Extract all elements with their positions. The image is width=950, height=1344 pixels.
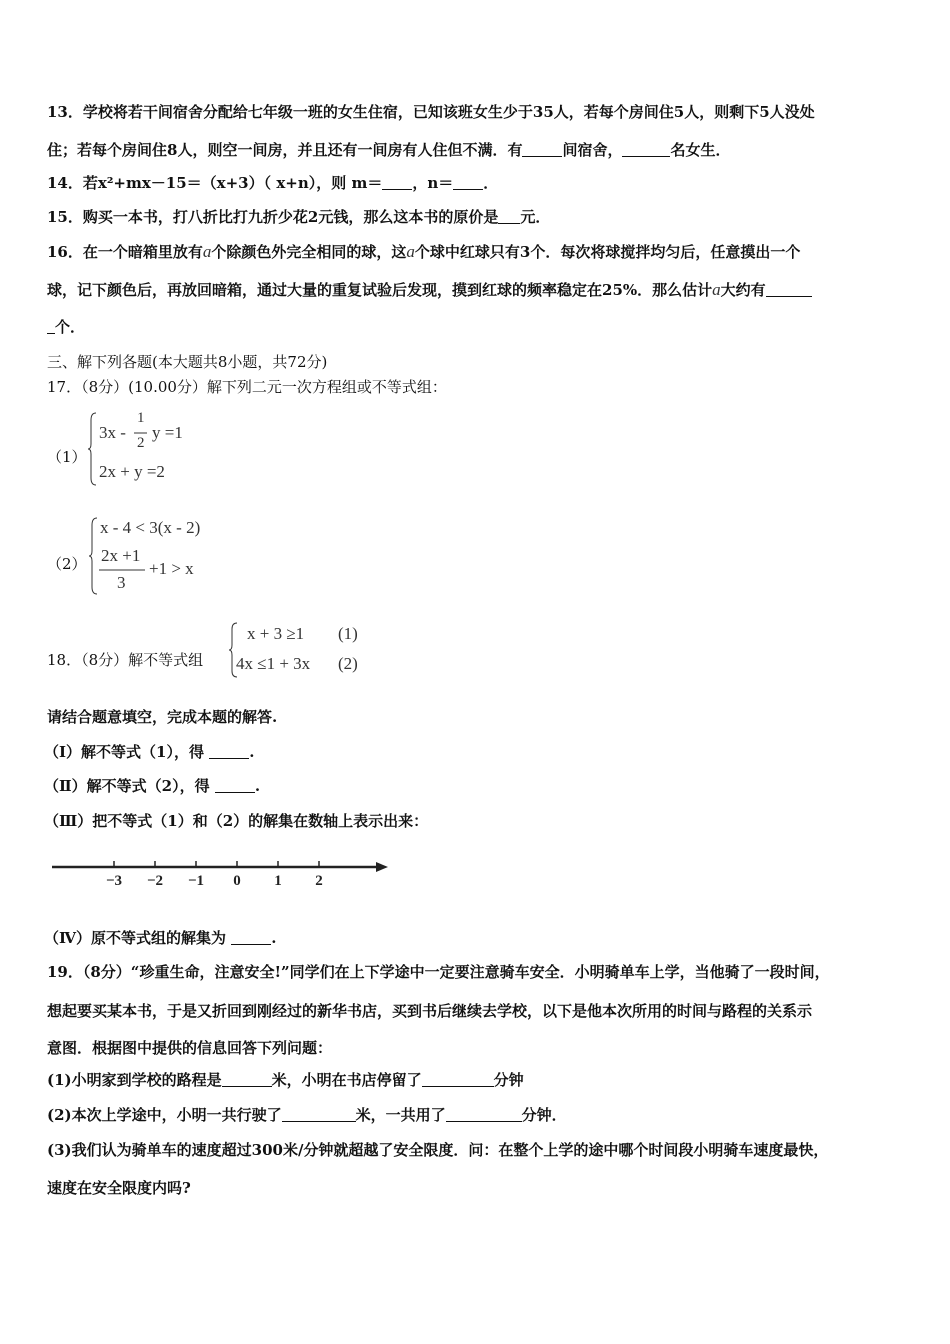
q18-instruction: 请结合题意填空，完成本题的解答.: [47, 708, 278, 726]
q17-p1-frac-num: 1: [137, 410, 145, 426]
q16-line1: [47, 242, 800, 262]
q18-step1-dot: .: [249, 743, 255, 761]
q13-line1: 13．学校将若干间宿舍分配给七年级一班的女生住宿，已知该班女生少于35人，若每个房间住5人，则剩下5人没处: [47, 103, 815, 121]
q19-sub1-b: 米，小明在书店停留了: [271, 1071, 422, 1089]
q18-step2-blank[interactable]: [215, 778, 255, 793]
q18-step2: [44, 776, 260, 796]
q19-line3: 意图．根据图中提供的信息回答下列问题：: [47, 1039, 333, 1057]
q18-step4-blank[interactable]: [231, 930, 271, 945]
q16-var-a-3: a: [712, 280, 721, 299]
q15-line: [47, 207, 550, 227]
q17-p1-frac-den: 2: [137, 435, 145, 451]
q19-line2: 想起要买某本书，于是又折回到刚经过的新华书店，买到书后继续去学校，以下是他本次所用的时间与路程的关系示: [47, 1002, 813, 1020]
q14-end: ．: [483, 174, 499, 192]
q19-blank-total-time[interactable]: [446, 1107, 522, 1122]
q17-p2-frac-num: 2x +1: [101, 546, 141, 565]
q17-part1-label: （1）: [47, 448, 87, 466]
q18-eq1: x + 3 ≥1: [247, 624, 305, 643]
q18-step4-dot: .: [271, 929, 277, 947]
number-line-label: 0: [233, 873, 241, 889]
q19-blank-distance[interactable]: [222, 1072, 272, 1087]
q19-blank-stay[interactable]: [422, 1072, 494, 1087]
number-line: [52, 855, 392, 895]
q18-step1-text: （Ⅰ）解不等式（1），得: [44, 743, 204, 761]
q17-p1-eq1-a: 3x -: [99, 423, 126, 442]
q18-step2-dot: .: [254, 777, 261, 795]
q19-sub2-c: 分钟．: [521, 1106, 567, 1124]
q15-blank[interactable]: [498, 209, 520, 224]
q17-p1-frac-bar: [134, 432, 148, 434]
q16-text-c: 个球中红球只有3个．每次将球搅拌均匀后，任意摸出一个: [414, 243, 801, 261]
q19-sub2-a: (2)本次上学途中，小明一共行驶了: [47, 1106, 282, 1124]
q16-text-d: 球，记下颜色后，再放回暗箱，通过大量的重复试验后发现，摸到红球的频率稳定在25%．那么估计: [47, 281, 713, 299]
number-line-arrow: [376, 862, 388, 872]
q14-n-label: ，n＝: [412, 174, 454, 192]
q19-sub3: (3)我们认为骑单车的速度超过300米/分钟就超越了安全限度．问：在整个上学的途中哪个时间段小明骑车速度最快，: [47, 1141, 829, 1159]
q18-step1-blank[interactable]: [209, 744, 249, 759]
q18-step1: [44, 742, 254, 762]
q14-blank-m[interactable]: [382, 175, 412, 190]
q16-blank-part2[interactable]: [47, 319, 55, 334]
q13-line2: [47, 140, 730, 160]
q19-blank-total-distance[interactable]: [282, 1107, 356, 1122]
number-line-label: −2: [146, 873, 164, 889]
q13-blank-rooms[interactable]: [522, 142, 562, 157]
q18-step3: （Ⅲ）把不等式（1）和（2）的解集在数轴上表示出来：: [44, 812, 429, 830]
q17-p2-frac-bar: [99, 569, 147, 571]
q14-expression: x²+mx－15＝（x+3）（ x+n），则: [97, 174, 352, 192]
q19-sub3b: 速度在安全限度内吗?: [47, 1179, 191, 1197]
number-line-label: 1: [274, 873, 282, 889]
q18-title: 18．（8分）解不等式组: [47, 651, 204, 669]
q16-line2: [47, 280, 812, 300]
q16-blank-part1[interactable]: [766, 282, 812, 297]
q13-text-c: 名女生．: [670, 141, 731, 159]
q14-blank-n[interactable]: [453, 175, 483, 190]
q16-var-a-2: a: [406, 242, 415, 261]
q16-var-a-1: a: [202, 242, 212, 261]
q19-sub2: [47, 1105, 567, 1125]
q13-blank-girls[interactable]: [622, 142, 670, 157]
q19-line1: 19．（8分）“珍重生命，注意安全!”同学们在上下学途中一定要注意骑车安全．小明骑单车上学，当他骑了一段时间，: [47, 963, 830, 981]
q18-eq1-tag: (1): [338, 624, 358, 643]
number-line-label: −1: [187, 873, 205, 889]
q17-p1-brace: [88, 412, 98, 486]
q18-step2-text: （Ⅱ）解不等式（2），得: [44, 777, 210, 795]
q19-sub1-c: 分钟: [493, 1071, 524, 1089]
q15-end: 元．: [520, 208, 551, 226]
q14-m-label: m＝: [351, 174, 383, 192]
q17-p1-eq1-b: y =1: [152, 423, 183, 442]
q16-text-e: 大约有: [720, 281, 766, 299]
q17-p2-brace: [89, 517, 99, 595]
q18-step4-text: （Ⅳ）原不等式组的解集为: [44, 929, 227, 947]
q18-eq2: 4x ≤1 + 3x: [236, 654, 311, 673]
q16-line3: [47, 317, 85, 337]
q16-text-a: 16．在一个暗箱里放有: [47, 243, 203, 261]
q17-part2-label: （2）: [47, 555, 87, 573]
q17-p1-eq2: 2x + y =2: [99, 462, 165, 481]
q14-line: [47, 173, 498, 193]
q18-eq2-tag: (2): [338, 654, 358, 673]
q19-sub1: [47, 1070, 524, 1090]
q19-sub1-a: (1)小明家到学校的路程是: [47, 1071, 222, 1089]
q13-text-b: 间宿舍，: [562, 141, 623, 159]
number-line-label: 2: [315, 873, 323, 889]
q17-p2-frac-den: 3: [117, 573, 126, 592]
q16-text-b: 个除颜色外完全相同的球，这: [211, 243, 407, 261]
q18-step4: [44, 928, 277, 948]
q19-sub2-b: 米，一共用了: [355, 1106, 446, 1124]
number-line-label: −3: [105, 873, 123, 889]
q16-text-f: 个．: [55, 318, 86, 336]
q17-title: 17．（8分）(10.00分）解下列二元一次方程组或不等式组：: [47, 378, 447, 396]
section3-heading: 三、解下列各题(本大题共8小题，共72分): [47, 353, 328, 371]
q13-text-a: 住；若每个房间住8人，则空一间房，并且还有一间房有人住但不满．有: [47, 141, 523, 159]
q15-text: 15．购买一本书，打八折比打九折少花2元钱，那么这本书的原价是: [47, 208, 499, 226]
q17-p2-eq2-b: +1 > x: [149, 559, 194, 578]
q17-p2-eq1: x - 4 < 3(x - 2): [100, 518, 201, 537]
q14-prefix: 14．若: [47, 174, 98, 192]
